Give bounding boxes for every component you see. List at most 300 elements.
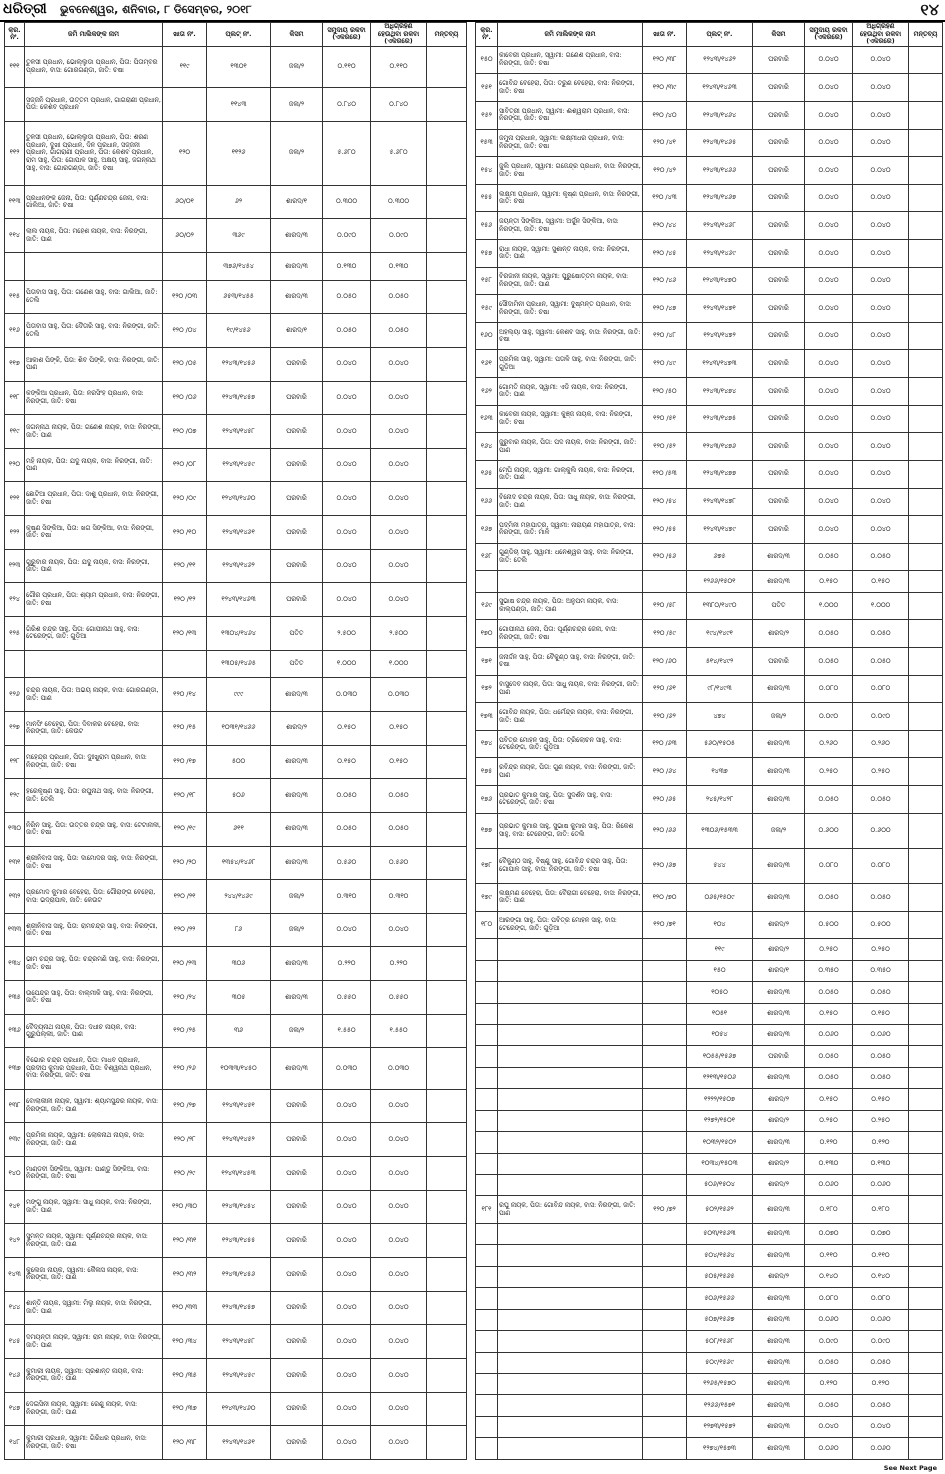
table-row <box>476 1245 943 1266</box>
khata-number: ୧୨୦ /୩୭ <box>163 1392 207 1426</box>
owner-name: ଗୋପୀନାଥ ଜେନା, ପିତା: ପୂର୍ଣ୍ଣଚନ୍ଦ୍ର ଜେନା, ବାସ: ନିରଙ୍ଗୀ, ଜାତି: ଚଷା <box>498 620 643 648</box>
land-type: ଘରବାରି <box>753 267 805 295</box>
acquired-area: ୦.୦୪୦ <box>371 583 427 617</box>
land-type: ଶାରଦ/୨ <box>753 620 805 648</box>
remarks <box>427 1325 467 1359</box>
remarks <box>427 1358 467 1392</box>
remarks <box>909 1331 943 1352</box>
plot-number: ୧୨୪୩/୧୪୫୮ <box>207 1325 271 1359</box>
acquired-area: ୦.୧୫୦ <box>853 571 909 592</box>
plot-number: ୧୦୩୧/୧୪୬୬ <box>207 711 271 745</box>
remarks <box>909 1089 943 1110</box>
plot-number: ୧୯/୧୪୫୬ <box>207 314 271 348</box>
serial-number: ୧୧୯ <box>5 415 25 449</box>
acquired-area: ୦.୦୫୦ <box>853 1067 909 1088</box>
table-row <box>476 884 943 912</box>
owner-name: ରବିନ୍ଦ୍ର ନାୟକ, ପିତା: ଗୁଣ ନାୟକ, ବାସ: ନିରଙ୍ଗୀ, ଜାତି: ପାଣ <box>498 758 643 786</box>
total-area: ୦.୦୫୦ <box>805 543 853 571</box>
table-row <box>476 1174 943 1195</box>
total-area: ୦.୬୦୦ <box>805 813 853 848</box>
remarks <box>909 322 943 350</box>
land-type: ଘରବାରି <box>271 347 323 381</box>
table-row <box>5 1258 467 1292</box>
remarks <box>909 1196 943 1224</box>
acquired-area: ୦.୦୫୦ <box>853 982 909 1003</box>
serial-number: ୧୬୫ <box>476 460 498 488</box>
plot-number: ୧୨୪୩/୧୪୬୭ <box>687 184 753 212</box>
total-area: ୦.୦୬୦ <box>805 1438 853 1459</box>
column-header: ଜମି ମାଲିକଙ୍କ ନାମ <box>498 23 643 47</box>
land-type: ଶାରଦ/୩ <box>271 947 323 981</box>
serial-number <box>476 1003 498 1024</box>
khata-number <box>643 1003 687 1024</box>
acquired-area: ୧.୦୦୦ <box>853 592 909 620</box>
owner-name: କୃଷ୍ଣ ସିଙ୍କିଆ, ପିତା: ଖଗ ସିଙ୍କିଆ, ବାସ: ନିରଙ୍ଗୀ, ଜାତି: ଚଷା <box>25 516 163 550</box>
remarks <box>909 460 943 488</box>
owner-name <box>498 1309 643 1330</box>
table-row <box>5 745 467 779</box>
remarks <box>909 960 943 981</box>
total-area: ୦.୨୫୦ <box>805 758 853 786</box>
acquired-area: ୦.୧୮୦ <box>853 1196 909 1224</box>
khata-number <box>163 650 207 677</box>
owner-name <box>498 1245 643 1266</box>
serial-number <box>476 1223 498 1244</box>
acquired-area: ୦.୦୪୦ <box>853 267 909 295</box>
khata-number: ୧୨୦ /୬୧ <box>643 675 687 703</box>
acquired-area: ୦.୦୫୦ <box>371 314 427 348</box>
total-area: ୦.୦୫୦ <box>323 280 371 314</box>
owner-name: ଅହଲ୍ୟା ସାହୁ, ସ୍ୱାମୀ: କେଶବ ସାହୁ, ବାସ: ନିରଙ୍ଗୀ, ଜାତି: ଚଷା <box>498 322 643 350</box>
serial-number: ୧୧୨ <box>5 121 25 185</box>
remarks <box>427 1224 467 1258</box>
remarks <box>909 516 943 544</box>
khata-number: ୧୨୦ /୩୫ <box>163 1358 207 1392</box>
owner-name <box>498 1438 643 1459</box>
khata-number: ୧୨୦ /୨୪ <box>163 981 207 1015</box>
total-area: ୦.୦୪୦ <box>323 1089 371 1123</box>
serial-number: ୧୨୧ <box>5 482 25 516</box>
total-area: ୦.୦୩୦ <box>323 1048 371 1089</box>
plot-number: ୧୨୪୩/୧୪୭୪ <box>687 378 753 406</box>
plot-number: ୫୦୭/୧୫୬୭ <box>687 1309 753 1330</box>
land-type: ଘରବାରି <box>753 378 805 406</box>
table-row <box>5 812 467 846</box>
remarks <box>427 617 467 651</box>
remarks <box>427 1291 467 1325</box>
acquired-area: ୦.୦୪୦ <box>371 415 427 449</box>
land-type: ଘରବାରି <box>271 1190 323 1224</box>
remarks <box>909 1153 943 1174</box>
land-type: ଶାରଦ/୨ <box>753 1110 805 1131</box>
khata-number: ୧୨୦ /୪୦ <box>643 102 687 130</box>
plot-number: ୧୨୪୩/୧୪୬୨ <box>207 549 271 583</box>
plot-number: ୧୨୪୩/୧୪୭୧ <box>687 295 753 323</box>
total-area: ୦.୦୫୦ <box>805 620 853 648</box>
table-row <box>5 1157 467 1191</box>
plot-number: ୧୨୪୩/୧୪୬୦ <box>207 482 271 516</box>
owner-name: ବୈଦ୍ୟନାଥ ନାୟକ, ପିତା: ଦଧୀଚ ନାୟକ, ବାସ: ଗୁରୁପଲ୍ଲୀ, ଜାତି: ପାଣ <box>25 1014 163 1048</box>
column-header: ଅଧିଗ୍ରହଣ ହେଉଥିବା ରକବା (ଏକରରେ) <box>371 23 427 47</box>
khata-number <box>643 1132 687 1153</box>
serial-number: ୧୫୫ <box>476 184 498 212</box>
total-area: ୦.୦୪୦ <box>805 157 853 185</box>
land-type: ଘରବାରି <box>271 1291 323 1325</box>
table-row <box>476 848 943 883</box>
plot-number: ୧୨୪୩/୧୪୭୦ <box>687 267 753 295</box>
khata-number: ୧୨୦ /୧୨ <box>163 583 207 617</box>
land-type: ଘରବାରି <box>753 46 805 74</box>
acquired-area: ୦.୦୪୦ <box>853 433 909 461</box>
right-table-body <box>476 46 943 1459</box>
remarks <box>909 1438 943 1459</box>
owner-name: ବୋଲାକୀନୀ ନାୟକ, ସ୍ୱାମୀ: ଶ୍ୟାମସୁନ୍ଦର ନାୟକ, ବାସ: ନିରଙ୍ଗୀ, ଜାତି: ପାଣ <box>25 1089 163 1123</box>
land-type: ଘରବାରି <box>753 1046 805 1067</box>
total-area: ୦.୦୫୦ <box>805 1352 853 1373</box>
serial-number: ୧୮୦ <box>476 911 498 939</box>
land-type: ଶାରଦ/୨ <box>753 1153 805 1174</box>
table-row <box>476 1266 943 1287</box>
remarks <box>427 846 467 880</box>
remarks <box>909 74 943 102</box>
owner-name: ପ୍ରଭାତ କୁମାର ସାହୁ, ପିତା: ସୁଦର୍ଶନ ସାହୁ, ବାସ: ଟେରେଙ୍ଗ, ଜାତି: ଚଷା <box>498 786 643 814</box>
plot-number: ୧୨୨୨/୧୫୦୭ <box>687 1089 753 1110</box>
remarks <box>909 1025 943 1046</box>
owner-name: ଛୋଟିଆ ପ୍ରଧାନ, ପିତା: ଦାଶୁ ପ୍ରଧାନ, ବାସ: ନିରଙ୍ଗୀ, ଜାତି: ଚଷା <box>25 482 163 516</box>
remarks <box>427 381 467 415</box>
serial-number: ୧୪୮ <box>5 1426 25 1460</box>
total-area: ୦.୦୪୦ <box>323 415 371 449</box>
owner-name: କାବେରୀ ପ୍ରଧାନ, ସ୍ୱାମୀ: ଗଣେଶ ପ୍ରଧାନ, ବାସ: ନିରଙ୍ଗୀ, ଜାତି: ଚଷା <box>498 46 643 74</box>
land-type: ଶାରଦ/୩ <box>271 812 323 846</box>
serial-number: ୧୬୮ <box>476 543 498 571</box>
owner-name <box>498 1331 643 1352</box>
serial-number <box>476 982 498 1003</box>
khata-number <box>643 1089 687 1110</box>
remarks <box>909 1132 943 1153</box>
serial-number: ୧୪୦ <box>5 1157 25 1191</box>
remarks <box>909 1046 943 1067</box>
plot-number: ୧୨୬୬/୧୫୭୧ <box>687 1395 753 1416</box>
land-type: ଘରବାରି <box>271 1123 323 1157</box>
remarks <box>909 102 943 130</box>
total-area: ୦.୮୪୦ <box>323 88 371 122</box>
table-row <box>5 1291 467 1325</box>
land-type: ଜଳା/୨ <box>271 121 323 185</box>
owner-name: ଶ୍ରୀନିବାସ ସାହୁ, ପିତା: ରାମଚନ୍ଦ୍ର ସାହୁ, ବାସ: ନିରଙ୍ଗୀ, ଜାତି: ଚଷା <box>25 913 163 947</box>
owner-name: ଗୋବିନ୍ଦ ନାୟକ, ପିତା: ଧର୍ମେନ୍ଦ୍ର ନାୟକ, ବାସ: ନିରଙ୍ଗୀ, ଜାତି: ପାଣ <box>498 703 643 731</box>
serial-number: ୧୪୩ <box>5 1258 25 1292</box>
total-area: ୦.୦୪୦ <box>805 350 853 378</box>
remarks <box>909 1110 943 1131</box>
remarks <box>909 543 943 571</box>
khata-number <box>643 1288 687 1309</box>
owner-name: ମଙ୍ଗୁ ନାୟକ, ସ୍ୱାମୀ: ସାଧୁ ନାୟକ, ବାସ: ନିରଙ୍ଗୀ, ଜାତି: ପାଣ <box>25 1190 163 1224</box>
table-row <box>476 703 943 731</box>
owner-name: ଚନ୍ଦ୍ର ନାୟକ, ପିତା: ଅଭୟ ନାୟକ, ବାସ: ଗୋରଗଣ୍ଡା, ଜାତି: ପାଣ <box>25 678 163 712</box>
remarks <box>427 185 467 219</box>
land-type: ଘରବାରି <box>271 583 323 617</box>
table-row <box>5 779 467 813</box>
acquired-area: ୦.୦୮୦ <box>853 1288 909 1309</box>
owner-name: କୁମାରୀ ପ୍ରଧାନ, ସ୍ୱାମୀ: ଗିରିଧର ପ୍ରଧାନ, ବାସ: ନିରଙ୍ଗୀ, ଜାତି: ଚଷା <box>25 1426 163 1460</box>
table-row <box>476 1046 943 1067</box>
serial-number <box>476 1025 498 1046</box>
table-row <box>476 295 943 323</box>
serial-number: ୧୨୬ <box>5 678 25 712</box>
serial-number: ୧୨୮ <box>5 745 25 779</box>
land-type: ଜଳା/୨ <box>271 46 323 87</box>
owner-name: ଲକ୍ଷ୍ମୀ ପ୍ରଧାନ, ସ୍ୱାମୀ: କୃଷ୍ଣ ପ୍ରଧାନ, ବାସ: ନିରଙ୍ଗୀ, ଜାତି: ଚଷା <box>498 184 643 212</box>
remarks <box>427 347 467 381</box>
table-row <box>476 350 943 378</box>
khata-number: ୧୨୦ /୩୩ <box>163 1291 207 1325</box>
acquired-area: ୦.୦୪୦ <box>371 1190 427 1224</box>
remarks <box>427 253 467 280</box>
total-area: ୦.୦୪୦ <box>323 1426 371 1460</box>
remarks <box>427 880 467 914</box>
plot-number: ୧୨୬୬/୧୫୦୧ <box>687 571 753 592</box>
table-row <box>476 405 943 433</box>
acquired-area: ୦.୧୫୦ <box>853 1003 909 1024</box>
serial-number: ୧୬୯ <box>476 592 498 620</box>
remarks <box>909 939 943 960</box>
serial-number: ୧୨୩ <box>5 549 25 583</box>
total-area: ୨.୫୦୦ <box>323 617 371 651</box>
total-area: ୦.୦୪୦ <box>323 1392 371 1426</box>
table-row <box>5 381 467 415</box>
acquired-area: ୦.୦୬୦ <box>853 1025 909 1046</box>
total-area: ୦.୦୪୦ <box>805 102 853 130</box>
plot-number: ୧୨୧୩/୧୫୦୬ <box>687 1067 753 1088</box>
plot-number: ୧୨୪୩/୧୪୭୯ <box>687 516 753 544</box>
table-row <box>5 1325 467 1359</box>
total-area: ୦.୦୪୦ <box>323 1224 371 1258</box>
serial-number <box>476 1067 498 1088</box>
column-header: ସମୁଦାୟ ରକବା (ଏକରରେ) <box>805 23 853 47</box>
land-type: ଶାରଦ/୩ <box>271 846 323 880</box>
acquired-area: ୦.୦୪୦ <box>371 1325 427 1359</box>
table-row <box>5 219 467 253</box>
remarks <box>427 1157 467 1191</box>
total-area: ୦.୧୨୦ <box>805 1373 853 1394</box>
total-area: ୦.୨୬୦ <box>805 730 853 758</box>
khata-number <box>643 1395 687 1416</box>
acquired-area: ୦.୦୪୦ <box>853 322 909 350</box>
remarks <box>909 703 943 731</box>
owner-name: ପଦ୍ମିନୀ ମହାପାତ୍ର, ସ୍ୱାମୀ: ନାରାୟଣ ମହାପାତ୍ର, ବାସ: ନିରଙ୍ଗୀ, ଜାତି: ମାଳି <box>498 516 643 544</box>
remarks <box>427 549 467 583</box>
owner-name <box>25 253 163 280</box>
khata-number <box>643 939 687 960</box>
acquired-area: ୦.୦୪୦ <box>853 157 909 185</box>
remarks <box>909 620 943 648</box>
acquired-area: ୦.୨୫୦ <box>853 1110 909 1131</box>
land-type: ଶାରଦ/୩ <box>271 1048 323 1089</box>
total-area: ୫.୬୮୦ <box>323 121 371 185</box>
acquired-area: ୦.୦୪୦ <box>371 516 427 550</box>
column-header: ପ୍ଲଟ୍ ନଂ. <box>207 23 271 47</box>
owner-name: ଗୁରୁବାର ନାୟକ, ପିତା: ଯଦୁ ନାୟକ, ବାସ: ନିରଙ୍ଗୀ, ଜାତି: ପାଣ <box>25 549 163 583</box>
khata-number: ୧୨୦ /୪୭ <box>643 295 687 323</box>
total-area: ୦.୦୪୦ <box>323 1291 371 1325</box>
land-type: ଘରବାରି <box>271 415 323 449</box>
plot-number: ୧୨୪୩/୧୪୬୪ <box>687 102 753 130</box>
khata-number: ୧୨୦ /୪୩ <box>643 184 687 212</box>
table-row <box>5 913 467 947</box>
land-type: ଶାରଦ/୨ <box>753 1089 805 1110</box>
khata-number: ୧୨୦ /୪୯ <box>643 350 687 378</box>
owner-name: ଲାଲ ନାୟକ, ପିତା: ମହେଶ ନାୟକ, ବାସ: ନିରଙ୍ଗୀ, ଜାତି: ପାଣ <box>25 219 163 253</box>
serial-number: ୧୩୮ <box>5 1089 25 1123</box>
khata-number: ୧୨୦ /୧୩ <box>163 617 207 651</box>
land-type: ଶାରଦ/୩ <box>753 848 805 883</box>
plot-number: ୫୦୮/୧୫୬୮ <box>687 1331 753 1352</box>
owner-name: ସାବିତ୍ରୀ ପ୍ରଧାନ, ସ୍ୱାମୀ: ଈଶ୍ୱରାମ ପ୍ରଧାନ, ବାସ: ନିରଙ୍ଗୀ, ଜାତି: ଚଷା <box>498 102 643 130</box>
khata-number: ୧୧୯ <box>163 46 207 87</box>
plot-number: ୫୦୫/୧୫୬୫ <box>687 1266 753 1287</box>
plot-number: ୧୦୫୪ <box>687 1025 753 1046</box>
land-type: ଘରବାରି <box>753 516 805 544</box>
acquired-area: ୦.୩୦୦ <box>371 185 427 219</box>
serial-number: ୧୩୦ <box>5 812 25 846</box>
khata-number: ୧୨୦ /୨୭ <box>163 1089 207 1123</box>
land-type: ଶାରଦ/୩ <box>271 253 323 280</box>
khata-number <box>643 1067 687 1088</box>
total-area: ୦.୦୪୦ <box>805 184 853 212</box>
table-row <box>476 675 943 703</box>
owner-name <box>498 1046 643 1067</box>
plot-number: ୧୨୪୩/୧୪୬୯ <box>687 240 753 268</box>
owner-name: ଉପେନ୍ଦ୍ର ସାହୁ, ପିତା: ବାଲ୍ମୀକି ସାହୁ, ବାସ: ନିରଙ୍ଗୀ, ଜାତି: ଚଷା <box>25 981 163 1015</box>
table-row <box>476 1223 943 1244</box>
acquired-area: ୦.୦୪୦ <box>853 516 909 544</box>
total-area: ୦.୩୦୦ <box>323 185 371 219</box>
serial-number: ୧୭୯ <box>476 884 498 912</box>
total-area: ୦.୦୫୦ <box>805 1395 853 1416</box>
plot-number: ୧୦୩୨/୧୫୦୨ <box>687 1132 753 1153</box>
land-type: ଘରବାରି <box>271 1358 323 1392</box>
remarks <box>427 280 467 314</box>
owner-name: ଜନାର୍ଦ୍ଦନ ସାହୁ, ପିତା: ବୈକୁଣ୍ଠ ସାହୁ, ବାସ: ନିରଙ୍ଗୀ, ଜାତି: ଚଷା <box>498 648 643 676</box>
plot-number: ୧୦୫୫/୧୫୬୭ <box>687 1046 753 1067</box>
serial-number: ୧୩୬ <box>5 1014 25 1048</box>
total-area: ୦.୦୪୦ <box>805 74 853 102</box>
table-row <box>476 543 943 571</box>
owner-name: ପ୍ରଧାନଙ୍କ ଜେନା, ପିତା: ପୂର୍ଣ୍ଣଚନ୍ଦ୍ର ଜେନା, ବାସ: ଗାଲିଆ, ଜାତି: ଚଷା <box>25 185 163 219</box>
plot-number: ୫୦୨/୧୫୬୨ <box>687 1196 753 1224</box>
land-type: ଶାରଦ/୩ <box>753 1196 805 1224</box>
serial-number <box>476 1110 498 1131</box>
table-row <box>5 1048 467 1089</box>
plot-number: ୩୭୬/୧୪୫୪ <box>207 253 271 280</box>
column-header: କ୍ର. ନଂ. <box>5 23 25 47</box>
acquired-area: ୦.୦୪୦ <box>853 295 909 323</box>
plot-number: ୧୨୪୩/୧୪୫୭ <box>207 381 271 415</box>
remarks <box>909 1395 943 1416</box>
total-area: ୦.୧୫୦ <box>323 711 371 745</box>
khata-number: ୧୨୦ /୪୮ <box>643 322 687 350</box>
total-area: ୦.୦୫୦ <box>805 1067 853 1088</box>
remarks <box>427 1190 467 1224</box>
plot-number: ୧୯୪/୧୪୯୧ <box>687 620 753 648</box>
plot-number: ୧୧୪୩ <box>207 88 271 122</box>
acquired-area: ୨.୫୦୦ <box>371 617 427 651</box>
remarks <box>427 711 467 745</box>
khata-number <box>643 960 687 981</box>
left-table-body <box>5 46 467 1459</box>
land-type: ଶାରଦ/୨ <box>753 911 805 939</box>
total-area: ୦.୫୬୦ <box>323 846 371 880</box>
plot-number: ୬୧୧ <box>207 812 271 846</box>
serial-number: ୧୩୪ <box>5 947 25 981</box>
left-column <box>4 22 466 1460</box>
khata-number: ୧୨୦ /୩୧ <box>163 1224 207 1258</box>
table-row <box>476 1373 943 1394</box>
total-area: ୦.୦୪୦ <box>805 212 853 240</box>
khata-number: ୧୨୦ /୦୮ <box>163 448 207 482</box>
plot-number: ୪୭୪ <box>687 703 753 731</box>
serial-number <box>476 571 498 592</box>
remarks <box>427 812 467 846</box>
remarks <box>427 415 467 449</box>
owner-name: ହରେକୃଷ୍ଣ ସାହୁ, ପିତା: ରଘୁନାଥ ସାହୁ, ବାସ: ନିରଙ୍ଗୀ, ଜାତି: ତେଲି <box>25 779 163 813</box>
total-area: ୦.୦୪୦ <box>323 448 371 482</box>
remarks <box>427 88 467 122</box>
land-type: ଶାରଦ/୩ <box>753 1288 805 1309</box>
serial-number: ୧୭୮ <box>476 848 498 883</box>
remarks <box>427 1123 467 1157</box>
table-row <box>5 947 467 981</box>
acquired-area: ୦.୦୩୦ <box>371 678 427 712</box>
land-type: ଘରବାରି <box>753 74 805 102</box>
owner-name: ଜମୁନା ପ୍ରଧାନ, ସ୍ୱାମୀ: ଲକ୍ଷ୍ମୀଧର ପ୍ରଧାନ, ବାସ: ନିରଙ୍ଗୀ, ଜାତି: ଚଷା <box>498 129 643 157</box>
owner-name <box>498 960 643 981</box>
serial-number: ୧୫୬ <box>476 212 498 240</box>
land-type: ଘରବାରି <box>753 184 805 212</box>
land-type: ଶାରଦ/୩ <box>271 981 323 1015</box>
owner-name: ଦେଇସିନୀ ନାୟକ, ସ୍ୱାମୀ: ରେଣୁ ନାୟକ, ବାସ: ନିରଙ୍ଗୀ, ଜାତି: ପାଣ <box>25 1392 163 1426</box>
khata-number: ୧୨୦ /୦୪ <box>163 314 207 348</box>
plot-number: ୧୦୫୦ <box>687 982 753 1003</box>
owner-name: ଜଗନ୍ନାଥ ନାୟକ, ପିତା: ଗଣେଶ ନାୟକ, ବାସ: ନିରଙ୍ଗୀ, ଜାତି: ପାଣ <box>25 415 163 449</box>
acquired-area: ୦.୨୬୦ <box>853 730 909 758</box>
table-row <box>5 46 467 87</box>
land-type: ଘରବାରି <box>753 322 805 350</box>
acquired-area: ୦.୦୮୦ <box>853 848 909 883</box>
column-header: ମନ୍ତବ୍ୟ <box>909 23 943 47</box>
plot-number: ୧୨୪୩/୧୪୫୪ <box>207 1190 271 1224</box>
table-row <box>476 939 943 960</box>
owner-name: ରାଧା ନାୟକ, ସ୍ୱାମୀ: ସୁଶାନ୍ତ ନାୟକ, ବାସ: ନିରଙ୍ଗୀ, ଜାତି: ପାଣ <box>498 240 643 268</box>
acquired-area: ୦.୦୪୦ <box>853 240 909 268</box>
khata-number: ୧୨୦ /୨୬ <box>163 1048 207 1089</box>
plot-number: ୧୨୭୩/୧୫୭୨ <box>687 1416 753 1437</box>
serial-number <box>476 1245 498 1266</box>
serial-number: ୧୪୨ <box>5 1224 25 1258</box>
total-area: ୦.୦୬୦ <box>805 1174 853 1195</box>
table-row <box>476 46 943 74</box>
khata-number: ୧୨୦ /୧୧ <box>163 549 207 583</box>
total-area: ୦.୫୦୦ <box>805 911 853 939</box>
right-column <box>475 22 942 1460</box>
plot-number: ୧୨୪୩/୧୪୭୬ <box>687 433 753 461</box>
land-type: ଘରବାରି <box>753 295 805 323</box>
land-type: ଶାରଦ/୨ <box>271 711 323 745</box>
serial-number: ୧୬୪ <box>476 433 498 461</box>
owner-name <box>498 1089 643 1110</box>
land-type: ଜଳା/୨ <box>271 880 323 914</box>
